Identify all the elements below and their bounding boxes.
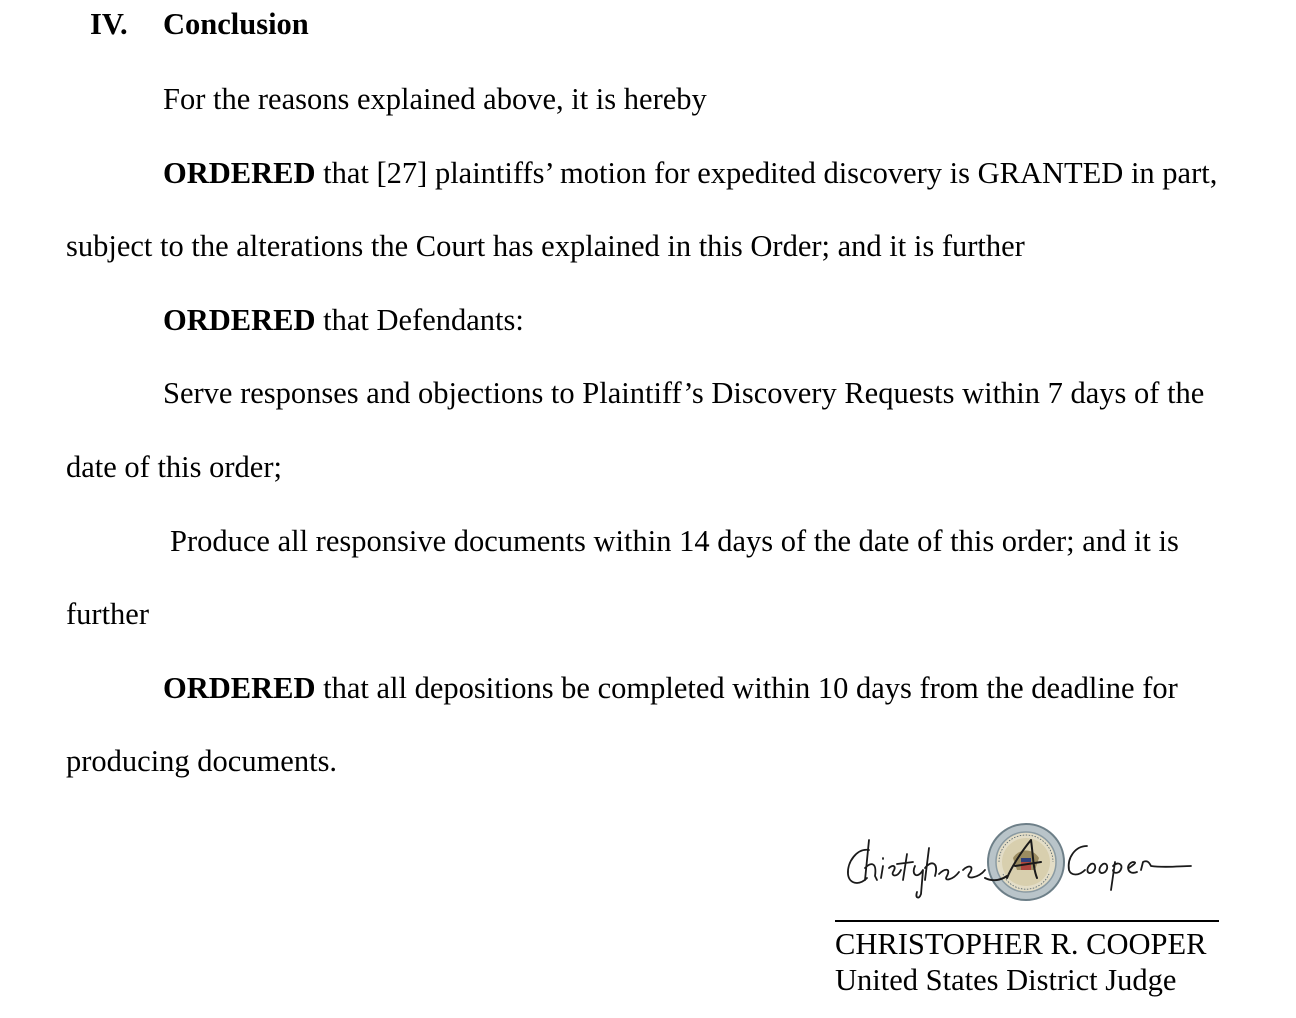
produce-line-2: further: [66, 597, 149, 631]
handwritten-signature: [835, 818, 1219, 928]
produce-line-1: Produce all responsive documents within 14 days of the date of this order; and it is: [170, 524, 1179, 558]
order-3-line-2: producing documents.: [66, 744, 338, 778]
order-1-line-2: subject to the alterations the Court has explained in this Order; and it is further: [66, 229, 1025, 263]
judge-title: United States District Judge: [835, 963, 1177, 997]
ordered-label: ORDERED: [163, 671, 316, 705]
court-seal: [988, 824, 1064, 900]
section-title: Conclusion: [163, 7, 309, 41]
judge-name: CHRISTOPHER R. COOPER: [835, 927, 1207, 961]
section-number: IV.: [90, 7, 128, 41]
order-3-line-1: ORDERED that all depositions be completed within 10 days from the deadline for: [163, 671, 1178, 705]
order-1-line-1: ORDERED that [27] plaintiffs’ motion for expedited discovery is GRANTED in part,: [163, 156, 1218, 190]
signature-block: [835, 818, 1219, 928]
ordered-label: ORDERED: [163, 156, 316, 190]
intro-paragraph: For the reasons explained above, it is hereby: [163, 82, 707, 116]
signature-line: [835, 920, 1219, 922]
order-2-line: ORDERED that Defendants:: [163, 303, 524, 337]
section-heading: [90, 6, 128, 42]
serve-line-2: date of this order;: [66, 450, 282, 484]
serve-line-1: Serve responses and objections to Plaintiff’s Discovery Requests within 7 days of the: [163, 376, 1205, 410]
ordered-label: ORDERED: [163, 303, 316, 337]
